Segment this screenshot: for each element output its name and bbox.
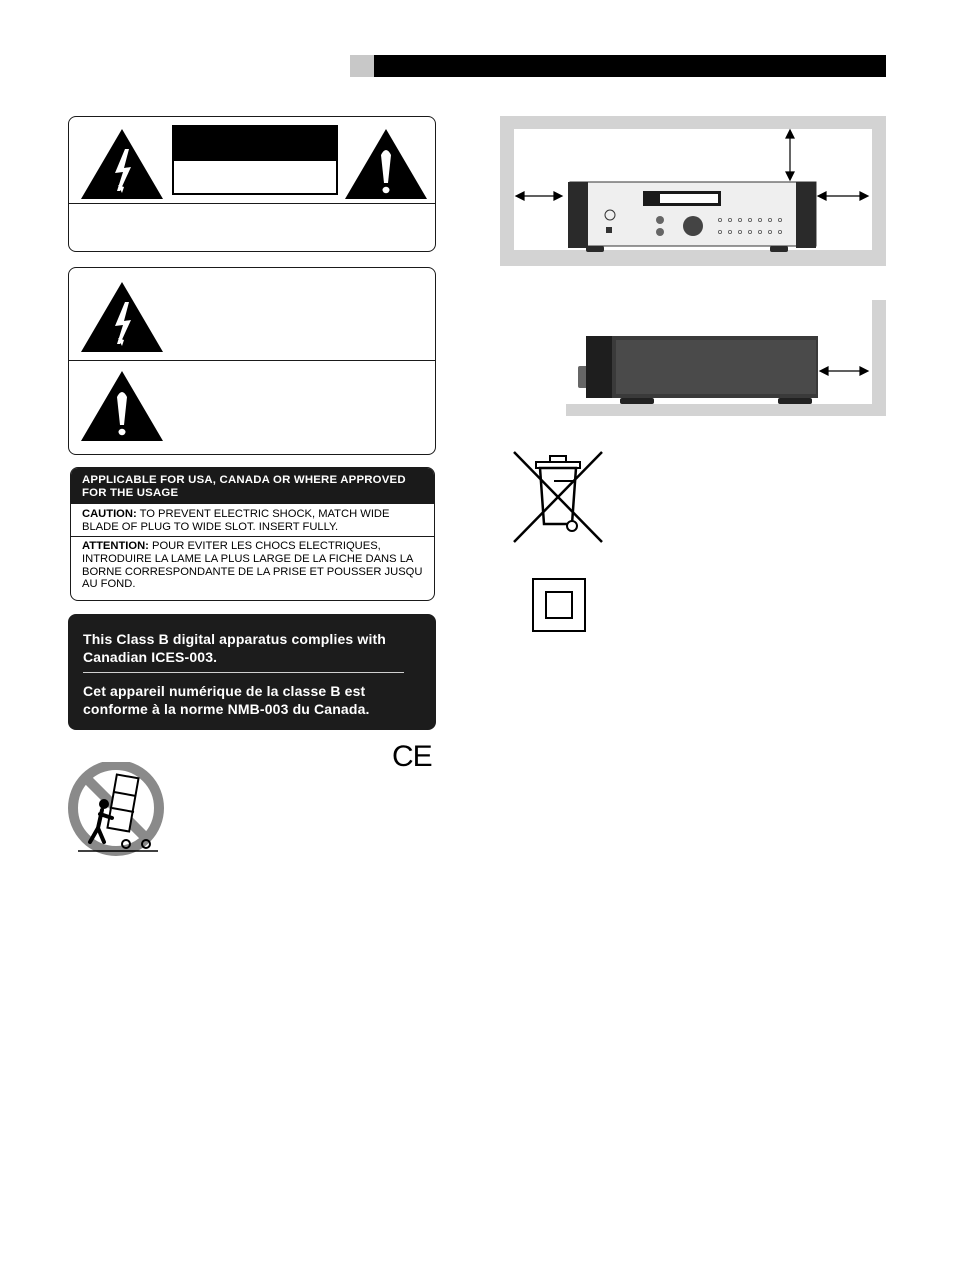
attention-text: POUR EVITER LES CHOCS ELECTRIQUES, INTRODUIRE LA LAME LA PLUS LARGE DE LA FICHE DANS LA BORNE CORRESPONDANTE DE LA PRISE ET POUSSER JUSQU AU FOND. bbox=[82, 540, 423, 591]
caution-label: CAUTION: bbox=[82, 508, 137, 520]
attention-label: ATTENTION: bbox=[82, 540, 149, 552]
header-accent-block bbox=[350, 55, 374, 77]
attention-paragraph bbox=[71, 537, 434, 591]
panel-divider bbox=[69, 360, 435, 361]
ices-english-text: This Class B digital apparatus complies with Canadian ICES-003. bbox=[83, 631, 386, 665]
crossed-out-bin-icon bbox=[510, 450, 606, 546]
ventilation-clearance-side-illustration bbox=[566, 298, 888, 418]
caution-label-panel bbox=[68, 116, 436, 252]
ices-compliance-notice bbox=[68, 614, 436, 730]
lightning-bolt-warning-icon bbox=[79, 127, 165, 201]
caution-paragraph bbox=[71, 504, 434, 536]
ices-divider bbox=[83, 672, 404, 673]
caution-text: TO PREVENT ELECTRIC SHOCK, MATCH WIDE BLADE OF PLUG TO WIDE SLOT. INSERT FULLY. bbox=[82, 508, 390, 533]
panel-divider bbox=[69, 203, 435, 204]
ce-mark-icon: CE bbox=[392, 740, 432, 773]
plug-notice-heading: APPLICABLE FOR USA, CANADA OR WHERE APPROVED FOR THE USAGE bbox=[71, 468, 434, 504]
caution-label-box bbox=[172, 125, 338, 195]
cart-tip-over-icon bbox=[66, 762, 168, 858]
ices-french-text: Cet appareil numérique de la classe B est conforme à la norme NMB-003 du Canada. bbox=[83, 683, 370, 717]
exclamation-warning-icon bbox=[343, 127, 429, 201]
ventilation-clearance-front-illustration bbox=[500, 116, 886, 266]
header-bar bbox=[374, 55, 886, 77]
plug-polarity-notice bbox=[70, 467, 435, 601]
exclamation-warning-icon bbox=[79, 369, 165, 443]
receiver-front-illustration bbox=[500, 116, 886, 266]
lightning-bolt-warning-icon bbox=[79, 280, 165, 354]
symbol-explanation-panel bbox=[68, 267, 436, 455]
double-insulation-icon bbox=[532, 578, 586, 632]
